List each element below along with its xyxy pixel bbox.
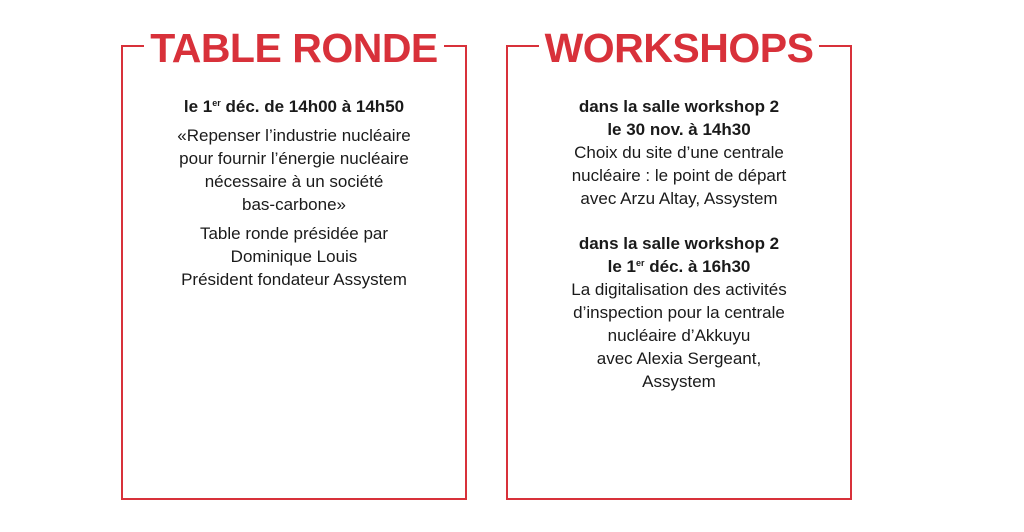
quote-line: pour fournir l’énergie nucléaire: [179, 149, 409, 168]
chair-line: Dominique Louis: [230, 247, 358, 266]
quote-line: «Repenser l’industrie nucléaire: [177, 126, 411, 145]
quote-line: nécessaire à un société: [204, 172, 384, 191]
chair-line: Président fondateur Assystem: [181, 270, 407, 289]
workshops-content: [508, 95, 850, 393]
table-ronde-title: TABLE RONDE: [150, 25, 438, 71]
workshop-speaker-line: avec Alexia Sergeant,: [596, 349, 762, 368]
workshop-speaker-line: Assystem: [642, 372, 716, 391]
table-ronde-date: le 1er déc. de 14h00 à 14h50: [183, 97, 405, 116]
workshops-title: WORKSHOPS: [544, 25, 814, 71]
workshop-item: [508, 232, 850, 393]
quote-line: bas-carbone»: [242, 195, 346, 214]
workshop-topic-line: Choix du site d’une centrale: [574, 143, 784, 162]
table-ronde-panel: [121, 25, 467, 500]
chair-line: Table ronde présidée par: [199, 224, 389, 243]
workshop-topic-line: La digitalisation des activités: [571, 280, 787, 299]
workshop-topic-line: nucléaire : le point de départ: [571, 166, 787, 185]
workshop-room: dans la salle workshop 2: [578, 97, 780, 116]
table-ronde-content: [123, 95, 465, 291]
workshop-topic-line: d’inspection pour la centrale: [573, 303, 785, 322]
workshop-speaker-line: avec Arzu Altay, Assystem: [580, 189, 778, 208]
workshop-room: dans la salle workshop 2: [578, 234, 780, 253]
workshops-panel: [506, 25, 852, 500]
workshop-date: le 30 nov. à 14h30: [607, 120, 751, 139]
workshop-topic-line: nucléaire d’Akkuyu: [607, 326, 751, 345]
workshop-item: [508, 95, 850, 210]
workshop-date: le 1er déc. à 16h30: [607, 257, 751, 276]
